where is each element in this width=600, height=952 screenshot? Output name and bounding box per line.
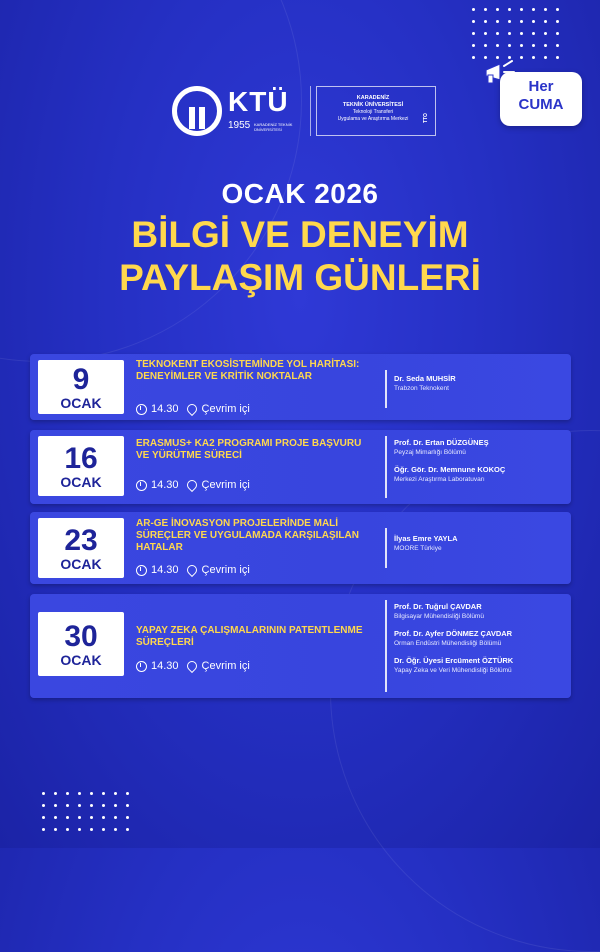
speaker-affiliation: Orman Endüstri Mühendisliği Bölümü — [394, 640, 502, 647]
location-pin-icon — [184, 659, 198, 673]
speaker-affiliation: Peyzaj Mimarlığı Bölümü — [394, 449, 466, 456]
tto-line3: Teknoloji Transferi — [352, 109, 394, 115]
speaker-affiliation: Trabzon Teknokent — [394, 385, 449, 392]
speaker-divider — [385, 600, 387, 692]
tto-line2: TEKNİK ÜNİVERSİTESİ — [342, 102, 404, 108]
event-date — [38, 436, 124, 496]
event-day: 9 — [72, 363, 90, 396]
logo-divider — [310, 86, 311, 136]
event-meta — [136, 564, 250, 576]
ktu-logo — [172, 86, 304, 142]
speaker-affiliation: Bilgisayar Mühendisliği Bölümü — [394, 613, 484, 620]
event-time: 14.30 — [151, 564, 179, 576]
event-time: 14.30 — [151, 403, 179, 415]
location-pin-icon — [184, 563, 198, 577]
event-meta — [136, 403, 250, 415]
ktu-year: 1955 — [228, 120, 251, 131]
speaker-divider — [385, 528, 387, 568]
speaker-list — [394, 602, 569, 683]
event-location: Çevrim içi — [201, 403, 250, 415]
clock-icon — [136, 480, 147, 491]
event-time: 14.30 — [151, 479, 179, 491]
clock-icon — [136, 404, 147, 415]
event-meta — [136, 479, 250, 491]
event-title: AR-GE İNOVASYON PROJELERİNDE MALİ SÜREÇLER VE UYGULAMADA KARŞILAŞILAN HATALAR — [136, 518, 359, 553]
event-month: OCAK — [60, 556, 102, 572]
event-card — [30, 594, 571, 698]
event-day: 23 — [64, 524, 98, 557]
speaker-name: Öğr. Gör. Dr. Memnune KOKOÇ — [394, 465, 506, 474]
event-card — [30, 430, 571, 504]
event-title: TEKNOKENT EKOSİSTEMİNDE YOL HARİTASI: DENEYİMLER VE KRİTİK NOKTALAR — [136, 359, 360, 382]
event-month: OCAK — [60, 652, 102, 668]
title-main-line1: BİLGİ VE DENEYİM — [131, 214, 469, 255]
speaker-affiliation: MOORE Türkiye — [394, 545, 442, 552]
tto-badge: TTO — [423, 113, 429, 123]
event-date — [38, 612, 124, 676]
speaker-name: Prof. Dr. Tuğrul ÇAVDAR — [394, 602, 482, 611]
speaker-name: Dr. Seda MUHSİR — [394, 374, 456, 383]
speaker-name: Dr. Öğr. Üyesi Ercüment ÖZTÜRK — [394, 656, 514, 665]
speaker-list — [394, 438, 569, 492]
event-card — [30, 512, 571, 584]
location-pin-icon — [184, 478, 198, 492]
tto-logo — [316, 86, 436, 136]
her-cuma-badge — [500, 72, 582, 126]
title-month: OCAK 2026 — [221, 178, 379, 209]
event-location: Çevrim içi — [201, 564, 250, 576]
event-day: 16 — [64, 442, 98, 475]
event-day: 30 — [64, 620, 98, 653]
event-meta — [136, 660, 250, 672]
event-date — [38, 518, 124, 578]
event-title: ERASMUS+ KA2 PROGRAMI PROJE BAŞVURU VE YÜRÜTME SÜRECİ — [136, 438, 362, 461]
location-pin-icon — [184, 402, 198, 416]
tto-line1: KARADENİZ — [356, 95, 390, 101]
speaker-list — [394, 534, 569, 561]
ktu-logo-text: KTÜ — [228, 86, 289, 117]
speaker-affiliation: Merkezi Araştırma Laboratuvarı — [394, 476, 485, 483]
clock-icon — [136, 661, 147, 672]
event-time: 14.30 — [151, 660, 179, 672]
decorative-dots — [42, 792, 129, 831]
decorative-dots — [472, 8, 559, 59]
event-date — [38, 360, 124, 414]
speaker-affiliation: Yapay Zeka ve Veri Mühendisliği Bölümü — [394, 667, 512, 674]
title-main-line2: PAYLAŞIM GÜNLERİ — [119, 257, 481, 298]
speaker-list — [394, 374, 569, 401]
speaker-divider — [385, 370, 387, 408]
event-location: Çevrim içi — [201, 660, 250, 672]
ktu-emblem-icon — [172, 86, 222, 136]
badge-line2: CUMA — [518, 96, 564, 113]
tto-line4: Uygulama ve Araştırma Merkezi — [337, 116, 409, 122]
clock-icon — [136, 565, 147, 576]
event-card — [30, 354, 571, 420]
speaker-name: Prof. Dr. Ertan DÜZGÜNEŞ — [394, 438, 489, 447]
speaker-name: Prof. Dr. Ayfer DÖNMEZ ÇAVDAR — [394, 629, 513, 638]
speaker-name: İlyas Emre YAYLA — [394, 534, 458, 543]
event-location: Çevrim içi — [201, 479, 250, 491]
badge-line1: Her — [528, 78, 554, 95]
event-month: OCAK — [60, 474, 102, 490]
ktu-subtitle: KARADENİZ TEKNİK ÜNİVERSİTESİ — [254, 122, 293, 132]
event-title: YAPAY ZEKA ÇALIŞMALARININ PATENTLENME SÜREÇLERİ — [136, 625, 363, 648]
speaker-divider — [385, 436, 387, 498]
event-month: OCAK — [60, 395, 102, 411]
